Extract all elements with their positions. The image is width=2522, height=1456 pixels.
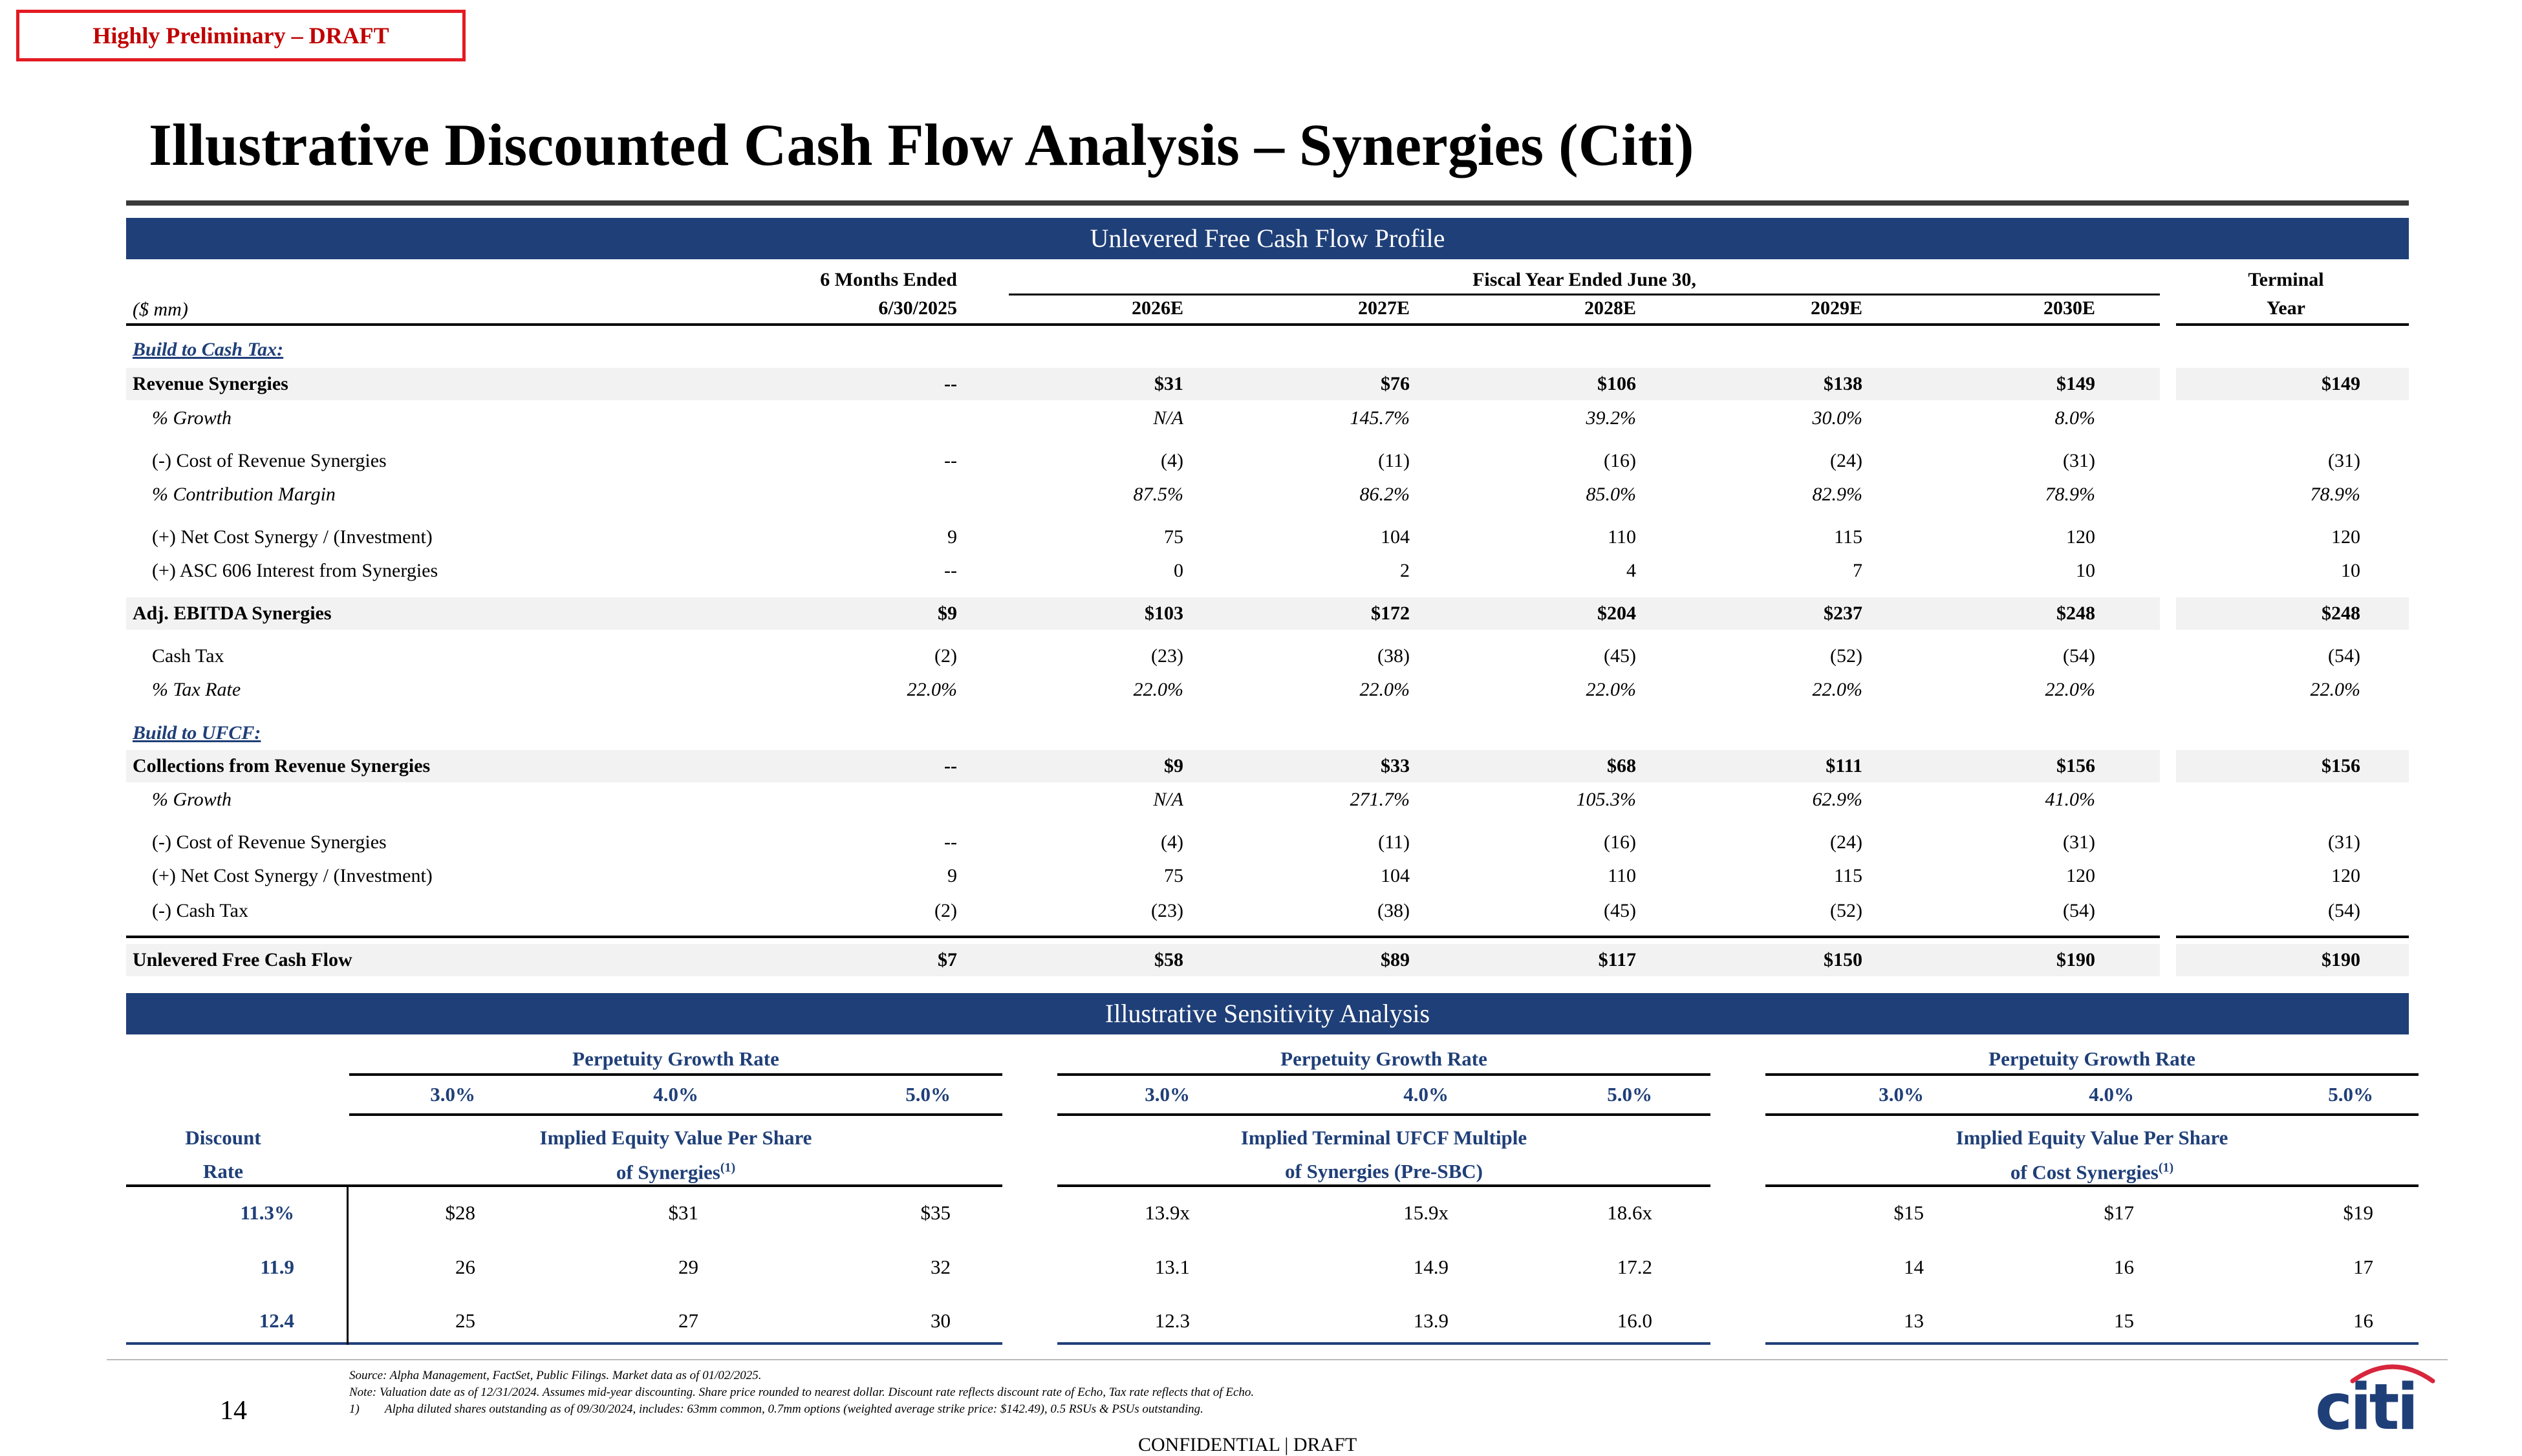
year-value: (23) [1151,645,1183,667]
growth-rate: 5.0% [905,1083,951,1106]
terminal-value: $190 [2322,949,2360,970]
growth-rate-rule [349,1113,1002,1116]
year-value: (24) [1830,831,1862,853]
sensitivity-value: 17 [2353,1256,2373,1278]
year-value: 41.0% [2045,789,2095,810]
terminal-value: $156 [2322,755,2360,776]
year-value: N/A [1153,789,1183,810]
terminal-value: 22.0% [2310,679,2360,700]
footnote-number: 1) [349,1402,360,1416]
discount-rate: 12.4 [259,1309,294,1332]
fiscal-year-header: Fiscal Year Ended June 30, [1472,269,1696,290]
year-value: 115 [1834,526,1862,548]
stub-value: -- [944,373,957,394]
sensitivity-value: $19 [2343,1201,2373,1224]
terminal-value: 10 [2341,560,2360,581]
row-label: Cash Tax [152,645,224,667]
terminal-header-1: Terminal [2248,269,2324,290]
terminal-value: 78.9% [2310,484,2360,505]
row-label: % Tax Rate [152,679,241,700]
year-value: 0 [1174,560,1183,581]
sensitivity-value: 16.0 [1617,1309,1652,1332]
stub-value: -- [944,755,957,776]
terminal-header-rule [2176,323,2409,326]
row-label: (+) Net Cost Synergy / (Investment) [152,865,433,886]
growth-rate: 3.0% [1879,1083,1924,1106]
stub-value: 22.0% [907,679,957,700]
stub-header-2: 6/30/2025 [878,297,957,319]
year-value: $117 [1598,949,1636,970]
terminal-value: 120 [2331,526,2360,548]
year-value: $237 [1824,603,1862,624]
metric-header-rule [1765,1184,2419,1187]
discount-label-2: Rate [203,1160,243,1183]
sensitivity-value: 25 [455,1309,475,1332]
year-value: 110 [1608,526,1636,548]
year-value: 7 [1853,560,1862,581]
year-value: (31) [2063,831,2095,853]
year-value: 104 [1381,865,1410,886]
year-value: (38) [1377,645,1410,667]
growth-rate: 5.0% [2328,1083,2373,1106]
year-value: 120 [2066,526,2095,548]
year-value: 86.2% [1359,484,1410,505]
year-value: (38) [1377,900,1410,921]
year-value: (45) [1604,645,1636,667]
year-value: (54) [2063,645,2095,667]
sensitivity-value: 13.9 [1413,1309,1449,1332]
metric-header-2 [349,1161,1002,1182]
stub-header-1: 6 Months Ended [820,269,957,290]
title-rule [126,200,2409,206]
year-value: 22.0% [1586,679,1636,700]
year-value: (24) [1830,450,1862,471]
fiscal-year-rule [1009,294,2160,295]
growth-rate-rule [1057,1113,1710,1116]
year-value: (52) [1830,645,1862,667]
units-label: ($ mm) [133,299,188,320]
row-label: Unlevered Free Cash Flow [133,949,352,970]
row-label: (-) Cost of Revenue Synergies [152,450,387,471]
page-number: 14 [220,1396,247,1426]
ufcf-profile-band: Unlevered Free Cash Flow Profile [126,218,2409,259]
sensitivity-value: 12.3 [1154,1309,1190,1332]
sensitivity-band: Illustrative Sensitivity Analysis [126,993,2409,1034]
draft-label: Highly Preliminary – DRAFT [16,10,466,61]
stub-value: -- [944,560,957,581]
footnote-text: Alpha diluted shares outstanding as of 09/30/2024, includes: 63mm common, 0.7mm options (weighted average strike price: $142.49), 0.5 RSUs & PSUs outstanding. [385,1402,1203,1416]
growth-rate: 3.0% [430,1083,475,1106]
footer-rule [107,1359,2448,1360]
row-label: % Contribution Margin [152,484,336,505]
year-value: 22.0% [1359,679,1410,700]
year-header: 2028E [1584,297,1636,319]
year-value: 62.9% [1812,789,1862,810]
sensitivity-value: 32 [931,1256,951,1278]
year-value: (23) [1151,900,1183,921]
row-label: Revenue Synergies [133,373,288,394]
growth-header-rule [1057,1073,1710,1076]
year-value: (31) [2063,450,2095,471]
stub-value: 9 [947,526,957,548]
year-value: 22.0% [1812,679,1862,700]
year-header: 2029E [1810,297,1862,319]
year-value: 78.9% [2045,484,2095,505]
year-value: 85.0% [1586,484,1636,505]
rate-bottom-rule [126,1342,349,1345]
footnote-marker: (1) [2158,1161,2174,1175]
year-value: $111 [1826,755,1862,776]
terminal-value: 120 [2331,865,2360,886]
year-value: 22.0% [1133,679,1183,700]
discount-rate: 11.9 [260,1256,294,1278]
year-value: $138 [1824,373,1862,394]
year-value: $149 [2056,373,2095,394]
year-value: (52) [1830,900,1862,921]
metric-header-1: Implied Equity Value Per Share [539,1126,812,1149]
year-value: $103 [1145,603,1183,624]
panel-bottom-rule [1057,1342,1710,1345]
sensitivity-value: 14 [1904,1256,1924,1278]
stub-value: -- [944,831,957,853]
sensitivity-value: 16 [2353,1309,2373,1332]
row-label: (-) Cash Tax [152,900,248,921]
metric-header-2 [1057,1161,1710,1181]
row-label: Adj. EBITDA Synergies [133,603,332,624]
growth-header-rule [349,1073,1002,1076]
year-value: $156 [2056,755,2095,776]
year-value: 145.7% [1350,407,1410,429]
metric-header-2 [1765,1161,2419,1182]
year-value: (45) [1604,900,1636,921]
sensitivity-value: $15 [1893,1201,1924,1224]
year-value: 115 [1834,865,1862,886]
sensitivity-value: 29 [678,1256,698,1278]
year-value: 75 [1164,526,1183,548]
year-value: $68 [1607,755,1636,776]
year-value: $9 [1164,755,1183,776]
growth-header-rule [1765,1073,2419,1076]
year-value: N/A [1153,407,1183,429]
growth-rate: 4.0% [653,1083,698,1106]
sensitivity-value: 15.9x [1403,1201,1449,1224]
year-value: (11) [1378,450,1410,471]
year-value: $106 [1597,373,1636,394]
year-value: 4 [1626,560,1636,581]
row-label: (+) ASC 606 Interest from Synergies [152,560,438,581]
year-value: $172 [1371,603,1410,624]
perpetuity-growth-header: Perpetuity Growth Rate [572,1047,779,1070]
year-value: (11) [1378,831,1410,853]
stub-value: 9 [947,865,957,886]
year-value: $89 [1381,949,1410,970]
year-value: 75 [1164,865,1183,886]
sensitivity-value: $31 [668,1201,698,1224]
metric-header-rule [1057,1184,1710,1187]
year-header: 2027E [1357,297,1410,319]
stub-value: -- [944,450,957,471]
growth-rate: 4.0% [2089,1083,2134,1106]
growth-rate: 3.0% [1145,1083,1190,1106]
terminal-value: (31) [2328,831,2360,853]
year-value: $204 [1597,603,1636,624]
metric-header-1: Implied Equity Value Per Share [1956,1126,2228,1149]
sensitivity-value: 17.2 [1617,1256,1652,1278]
terminal-value: $149 [2322,373,2360,394]
valuation-note: Note: Valuation date as of 12/31/2024. Assumes mid-year discounting. Share price rounded to nearest dollar. Discount rate reflects discount rate of Echo, Tax rate reflects that of Echo. [349,1386,1255,1399]
panel-bottom-rule [349,1342,1002,1345]
row-label: % Growth [152,407,232,429]
perpetuity-growth-header: Perpetuity Growth Rate [1280,1047,1487,1070]
sensitivity-value: 18.6x [1607,1201,1652,1224]
terminal-value: (54) [2328,900,2360,921]
year-value: $58 [1154,949,1183,970]
year-value: (4) [1161,450,1183,471]
year-value: (54) [2063,900,2095,921]
panel-bottom-rule [1765,1342,2419,1345]
growth-rate: 4.0% [1403,1083,1449,1106]
sensitivity-value: 30 [931,1309,951,1332]
year-value: 271.7% [1350,789,1410,810]
year-header: 2030E [2043,297,2095,319]
stub-value: (2) [934,900,957,921]
confidential-label: CONFIDENTIAL | DRAFT [1138,1434,1357,1455]
stub-value: (2) [934,645,957,667]
ufcf-terminal-total-rule [2176,936,2409,938]
terminal-value: $248 [2322,603,2360,624]
year-value: (16) [1604,831,1636,853]
year-value: 82.9% [1812,484,1862,505]
year-value: $248 [2056,603,2095,624]
sensitivity-value: $28 [445,1201,475,1224]
perpetuity-growth-header: Perpetuity Growth Rate [1988,1047,2195,1070]
metric-header-1: Implied Terminal UFCF Multiple [1240,1126,1527,1149]
discount-label-1: Discount [185,1126,261,1149]
sensitivity-value: 15 [2114,1309,2134,1332]
year-value: $150 [1824,949,1862,970]
rate-header-rule [126,1184,349,1187]
year-value: 8.0% [2054,407,2095,429]
growth-rate: 5.0% [1607,1083,1652,1106]
year-value: $33 [1381,755,1410,776]
year-value: 110 [1608,865,1636,886]
row-label: Collections from Revenue Synergies [133,755,431,776]
ufcf-total-rule [126,936,2160,938]
metric-header-2-text: of Synergies (Pre-SBC) [1285,1160,1483,1183]
year-value: 87.5% [1133,484,1183,505]
year-value: 22.0% [2045,679,2095,700]
row-label: (-) Cost of Revenue Synergies [152,831,387,853]
sensitivity-value: 27 [678,1309,698,1332]
header-rule [126,323,2160,326]
metric-header-rule [349,1184,1002,1187]
citi-logo-arc-icon [2347,1358,2438,1384]
sensitivity-value: 13.9x [1145,1201,1190,1224]
sensitivity-value: 13 [1904,1309,1924,1332]
sensitivity-value: 16 [2114,1256,2134,1278]
sensitivity-value: $17 [2104,1201,2134,1224]
growth-rate-rule [1765,1113,2419,1116]
page-title: Illustrative Discounted Cash Flow Analysis – Synergies (Citi) [149,112,1694,178]
discount-rate: 11.3% [240,1201,294,1224]
sensitivity-value: 13.1 [1154,1256,1190,1278]
year-value: 30.0% [1812,407,1862,429]
year-header: 2026E [1131,297,1183,319]
year-value: (16) [1604,450,1636,471]
metric-header-2-text: of Cost Synergies [2010,1161,2159,1184]
year-value: 104 [1381,526,1410,548]
terminal-value: (54) [2328,645,2360,667]
citi-logo: citi [2315,1371,2417,1444]
year-value: 2 [1400,560,1410,581]
year-value: 120 [2066,865,2095,886]
year-value: $76 [1381,373,1410,394]
year-value: 10 [2076,560,2095,581]
year-value: (4) [1161,831,1183,853]
sensitivity-value: 26 [455,1256,475,1278]
source-note: Source: Alpha Management, FactSet, Public Filings. Market data as of 01/02/2025. [349,1369,762,1382]
sensitivity-value: 14.9 [1413,1256,1449,1278]
terminal-value: (31) [2328,450,2360,471]
section-build-ufcf: Build to UFCF: [133,722,261,744]
row-label: % Growth [152,789,232,810]
footnote-marker: (1) [720,1161,736,1175]
sensitivity-value: $35 [920,1201,951,1224]
terminal-header-2: Year [2267,297,2305,319]
year-value: 105.3% [1576,789,1636,810]
stub-value: $9 [938,603,957,624]
stub-value: $7 [938,949,957,970]
row-label: (+) Net Cost Synergy / (Investment) [152,526,433,548]
metric-header-2-text: of Synergies [616,1161,720,1184]
year-value: $190 [2056,949,2095,970]
year-value: 39.2% [1586,407,1636,429]
section-build-cash-tax: Build to Cash Tax: [133,339,284,360]
year-value: $31 [1154,373,1183,394]
